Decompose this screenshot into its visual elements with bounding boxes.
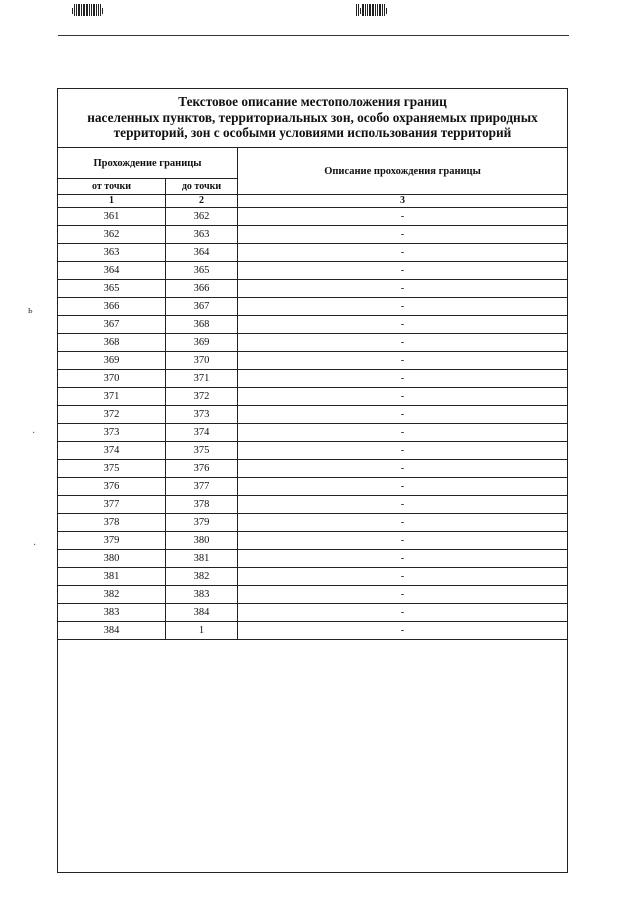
cell-from: 379 bbox=[58, 532, 166, 550]
margin-mark: · bbox=[32, 428, 36, 439]
cell-from: 373 bbox=[58, 424, 166, 442]
cell-to: 380 bbox=[166, 532, 238, 550]
cell-to: 378 bbox=[166, 496, 238, 514]
margin-mark: · bbox=[33, 540, 37, 551]
cell-description: - bbox=[238, 514, 568, 532]
cell-description: - bbox=[238, 622, 568, 640]
cell-description: - bbox=[238, 586, 568, 604]
cell-from: 369 bbox=[58, 352, 166, 370]
document-title bbox=[58, 89, 567, 148]
cell-from: 378 bbox=[58, 514, 166, 532]
cell-from: 362 bbox=[58, 226, 166, 244]
barcode-left bbox=[72, 4, 103, 16]
title-line: населенных пунктов, территориальных зон, особо охраняемых природных bbox=[87, 109, 538, 125]
table-row bbox=[58, 532, 568, 550]
table-row bbox=[58, 550, 568, 568]
cell-to: 366 bbox=[166, 280, 238, 298]
table-row bbox=[58, 244, 568, 262]
cell-description: - bbox=[238, 550, 568, 568]
cell-from: 367 bbox=[58, 316, 166, 334]
cell-from: 368 bbox=[58, 334, 166, 352]
table-row bbox=[58, 478, 568, 496]
table-row bbox=[58, 334, 568, 352]
title-line: территорий, зон с особыми условиями использования территорий bbox=[113, 125, 512, 140]
cell-from: 364 bbox=[58, 262, 166, 280]
table-header-row bbox=[58, 148, 568, 179]
cell-description: - bbox=[238, 262, 568, 280]
cell-from: 366 bbox=[58, 298, 166, 316]
header-description: Описание прохождения границы bbox=[238, 148, 568, 195]
cell-to: 364 bbox=[166, 244, 238, 262]
cell-to: 377 bbox=[166, 478, 238, 496]
table-row bbox=[58, 262, 568, 280]
cell-to: 376 bbox=[166, 460, 238, 478]
table-row bbox=[58, 370, 568, 388]
header-from: от точки bbox=[58, 179, 166, 195]
cell-from: 383 bbox=[58, 604, 166, 622]
document-frame bbox=[57, 88, 568, 873]
cell-to: 368 bbox=[166, 316, 238, 334]
cell-to: 382 bbox=[166, 568, 238, 586]
table-row bbox=[58, 460, 568, 478]
table-row bbox=[58, 514, 568, 532]
cell-from: 365 bbox=[58, 280, 166, 298]
column-number: 2 bbox=[166, 195, 238, 208]
cell-to: 373 bbox=[166, 406, 238, 424]
cell-to: 381 bbox=[166, 550, 238, 568]
cell-from: 376 bbox=[58, 478, 166, 496]
table-row bbox=[58, 622, 568, 640]
cell-from: 375 bbox=[58, 460, 166, 478]
cell-description: - bbox=[238, 370, 568, 388]
cell-description: - bbox=[238, 604, 568, 622]
table-row bbox=[58, 298, 568, 316]
table-row bbox=[58, 568, 568, 586]
column-number: 3 bbox=[238, 195, 568, 208]
cell-description: - bbox=[238, 352, 568, 370]
cell-to: 371 bbox=[166, 370, 238, 388]
header-to: до точки bbox=[166, 179, 238, 195]
cell-to: 365 bbox=[166, 262, 238, 280]
table-row bbox=[58, 316, 568, 334]
cell-to: 375 bbox=[166, 442, 238, 460]
cell-to: 379 bbox=[166, 514, 238, 532]
cell-to: 362 bbox=[166, 208, 238, 226]
cell-to: 363 bbox=[166, 226, 238, 244]
cell-to: 370 bbox=[166, 352, 238, 370]
cell-description: - bbox=[238, 442, 568, 460]
cell-to: 369 bbox=[166, 334, 238, 352]
cell-from: 380 bbox=[58, 550, 166, 568]
column-number: 1 bbox=[58, 195, 166, 208]
table-row bbox=[58, 604, 568, 622]
cell-from: 371 bbox=[58, 388, 166, 406]
cell-from: 361 bbox=[58, 208, 166, 226]
cell-from: 372 bbox=[58, 406, 166, 424]
table-row bbox=[58, 226, 568, 244]
table-row bbox=[58, 424, 568, 442]
cell-from: 370 bbox=[58, 370, 166, 388]
cell-to: 383 bbox=[166, 586, 238, 604]
cell-to: 367 bbox=[166, 298, 238, 316]
cell-description: - bbox=[238, 334, 568, 352]
cell-to: 372 bbox=[166, 388, 238, 406]
top-rule bbox=[58, 35, 569, 36]
cell-description: - bbox=[238, 496, 568, 514]
table-row bbox=[58, 406, 568, 424]
margin-mark: ь bbox=[28, 305, 33, 316]
table-row bbox=[58, 208, 568, 226]
barcode-right bbox=[356, 4, 387, 16]
cell-description: - bbox=[238, 532, 568, 550]
table-row bbox=[58, 388, 568, 406]
title-line: Текстовое описание местоположения границ bbox=[178, 94, 447, 109]
table-row bbox=[58, 280, 568, 298]
cell-description: - bbox=[238, 406, 568, 424]
cell-description: - bbox=[238, 298, 568, 316]
table-row bbox=[58, 496, 568, 514]
boundary-table bbox=[57, 147, 568, 640]
cell-from: 363 bbox=[58, 244, 166, 262]
table-row bbox=[58, 586, 568, 604]
table-row bbox=[58, 442, 568, 460]
cell-to: 1 bbox=[166, 622, 238, 640]
cell-from: 374 bbox=[58, 442, 166, 460]
cell-description: - bbox=[238, 388, 568, 406]
cell-description: - bbox=[238, 460, 568, 478]
column-number-row bbox=[58, 195, 568, 208]
header-boundary: Прохождение границы bbox=[58, 148, 238, 179]
cell-from: 384 bbox=[58, 622, 166, 640]
cell-description: - bbox=[238, 316, 568, 334]
cell-to: 384 bbox=[166, 604, 238, 622]
cell-description: - bbox=[238, 280, 568, 298]
cell-description: - bbox=[238, 424, 568, 442]
cell-from: 381 bbox=[58, 568, 166, 586]
cell-description: - bbox=[238, 244, 568, 262]
cell-description: - bbox=[238, 226, 568, 244]
table-row bbox=[58, 352, 568, 370]
cell-description: - bbox=[238, 568, 568, 586]
cell-from: 377 bbox=[58, 496, 166, 514]
cell-description: - bbox=[238, 478, 568, 496]
cell-description: - bbox=[238, 208, 568, 226]
cell-to: 374 bbox=[166, 424, 238, 442]
cell-from: 382 bbox=[58, 586, 166, 604]
